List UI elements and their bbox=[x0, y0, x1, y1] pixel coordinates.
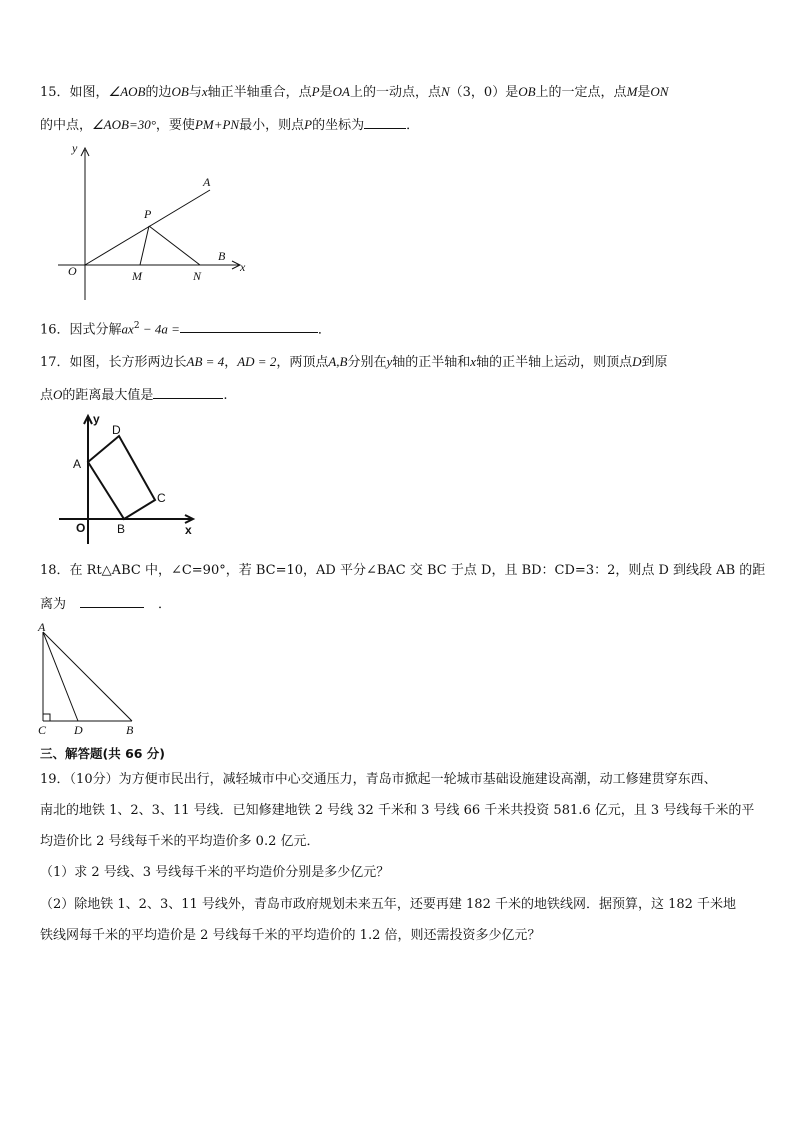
label-b: B bbox=[117, 522, 126, 536]
q15-angle: ∠AOB=30° bbox=[92, 117, 156, 132]
q19-sub1: （1）求 2 号线、3 号线每千米的平均造价分别是多少亿元？ bbox=[40, 865, 390, 880]
label-p: P bbox=[144, 207, 152, 221]
q17-text: 轴的正半轴和 bbox=[392, 355, 471, 370]
q15-text: 与 bbox=[188, 85, 202, 100]
q15-text: 是 bbox=[319, 85, 333, 100]
q17-expr: AB = 4 bbox=[186, 354, 225, 369]
q15-angle: ∠AOB bbox=[108, 84, 146, 99]
q17-var: A,B bbox=[328, 354, 348, 369]
q15-text: 的坐标为 bbox=[312, 118, 365, 133]
side-ab bbox=[43, 632, 132, 721]
q15-text: 的中点， bbox=[40, 118, 93, 133]
q17-text: 分别在 bbox=[347, 355, 387, 370]
q15-text: 轴正半轴重合，点 bbox=[207, 85, 312, 100]
q16-expr: − 4a = bbox=[139, 321, 180, 337]
q15-figure bbox=[50, 140, 260, 305]
q15-var: PM+PN bbox=[194, 117, 240, 132]
q17-var: O bbox=[53, 387, 63, 402]
label-o: O bbox=[68, 264, 77, 278]
q15-answer-blank[interactable] bbox=[364, 114, 406, 129]
q19-line3: 均造价比 2 号线每千米的平均造价多 0.2 亿元． bbox=[40, 834, 320, 849]
right-angle-mark bbox=[43, 714, 50, 721]
label-m: M bbox=[132, 269, 142, 283]
q15-text: 最小，则点 bbox=[239, 118, 305, 133]
label-d: D bbox=[74, 723, 83, 737]
segment-ad bbox=[43, 632, 78, 721]
q17-expr: AD = 2 bbox=[237, 354, 277, 369]
q15-var: M bbox=[626, 84, 638, 99]
q17-text-line2 bbox=[40, 384, 228, 406]
q17-text: 的距离最大值是 bbox=[62, 388, 154, 403]
q15-var: ON bbox=[650, 84, 669, 99]
q15-var: N bbox=[440, 84, 450, 99]
q18-figure bbox=[36, 622, 146, 737]
q19-line2: 南北的地铁 1、2、3、11 号线．已知修建地铁 2 号线 32 千米和 3 号线 66 千米共投资 581.6 亿元，且 3 号线每千米的平 bbox=[40, 803, 755, 818]
q15-text: （3，0）是 bbox=[449, 85, 519, 100]
q17-text: 17．如图，长方形两边长 bbox=[40, 355, 187, 370]
label-y: y bbox=[72, 141, 78, 155]
q17-text: ， bbox=[224, 355, 238, 370]
rectangle-abcd bbox=[88, 436, 155, 519]
q15-var: x bbox=[201, 84, 208, 99]
ray-oa bbox=[85, 190, 210, 265]
q16-text: 16．因式分解 bbox=[40, 322, 122, 338]
label-b: B bbox=[218, 249, 226, 263]
q18-text: ． bbox=[158, 597, 172, 612]
q15-var: OA bbox=[332, 84, 350, 99]
q17-answer-blank[interactable] bbox=[153, 384, 223, 399]
q15-var: OB bbox=[518, 84, 536, 99]
q17-text: 到原 bbox=[641, 355, 668, 370]
label-n: N bbox=[193, 269, 202, 283]
q16-answer-blank[interactable] bbox=[180, 318, 318, 333]
label-a: A bbox=[73, 457, 82, 471]
q17-var: y bbox=[386, 354, 393, 369]
label-x: x bbox=[240, 260, 246, 274]
label-d: D bbox=[112, 423, 121, 437]
q18-answer-blank[interactable] bbox=[80, 593, 144, 608]
q18-text: 18．在 Rt△ABC 中，∠C=90°，若 BC=10，AD 平分∠BAC 交 BC 于点 D，且 BD：CD=3：2，则点 D 到线段 AB 的距 bbox=[40, 563, 766, 578]
label-y: y bbox=[93, 412, 100, 426]
label-c: C bbox=[157, 491, 166, 505]
label-b: B bbox=[126, 723, 134, 737]
q15-var: P bbox=[311, 84, 320, 99]
label-a: A bbox=[38, 620, 46, 634]
q16-text-line bbox=[40, 316, 331, 340]
q15-text: ，要使 bbox=[155, 118, 195, 133]
q17-text-line1 bbox=[40, 352, 668, 373]
q15-text: 上的一动点，点 bbox=[349, 85, 441, 100]
section-heading: 三、解答题(共 66 分) bbox=[40, 746, 166, 761]
q15-text: 15．如图， bbox=[40, 85, 109, 100]
label-o: O bbox=[76, 521, 86, 535]
segment-pm bbox=[140, 226, 149, 265]
label-a: A bbox=[203, 175, 211, 189]
q17-text: 点 bbox=[40, 388, 54, 403]
q15-text-line1 bbox=[40, 82, 668, 103]
q17-text: ，两顶点 bbox=[276, 355, 329, 370]
segment-pn bbox=[149, 226, 200, 265]
q18-text: 离为 bbox=[40, 597, 67, 612]
q16-exponent: 2 bbox=[133, 321, 140, 331]
q17-var: D bbox=[632, 354, 642, 369]
q15-text: 上的一定点，点 bbox=[535, 85, 627, 100]
q15-text: 是 bbox=[637, 85, 651, 100]
q19-line1: 19．（10分）为方便市民出行，减轻城市中心交通压力，青岛市掀起一轮城市基础设施建设高潮，动工修建贯穿东西、 bbox=[40, 772, 717, 787]
q18-text-line1 bbox=[40, 561, 765, 581]
q15-text: 的边 bbox=[145, 85, 172, 100]
q18-text-line2 bbox=[40, 593, 171, 615]
q15-var: P bbox=[304, 117, 313, 132]
q15-var: OB bbox=[171, 84, 189, 99]
q16-expr: ax bbox=[121, 321, 134, 337]
label-x: x bbox=[185, 523, 192, 537]
q19-sub2-line2: 铁线网每千米的平均造价是 2 号线每千米的平均造价的 1.2 倍，则还需投资多少亿元？ bbox=[40, 928, 541, 943]
q17-figure bbox=[55, 412, 205, 550]
q17-text: . bbox=[223, 388, 228, 403]
q17-text: 轴的正半轴上运动，则顶点 bbox=[476, 355, 633, 370]
q15-text-line2 bbox=[40, 114, 419, 136]
q16-text: ． bbox=[317, 322, 331, 338]
q17-var: x bbox=[470, 354, 477, 369]
label-c: C bbox=[38, 723, 47, 737]
q15-text: ． bbox=[406, 118, 420, 133]
q19-sub2-line1: （2）除地铁 1、2、3、11 号线外，青岛市政府规划未来五年，还要再建 182 千米的地铁线网．据预算，这 182 千米地 bbox=[40, 897, 737, 912]
